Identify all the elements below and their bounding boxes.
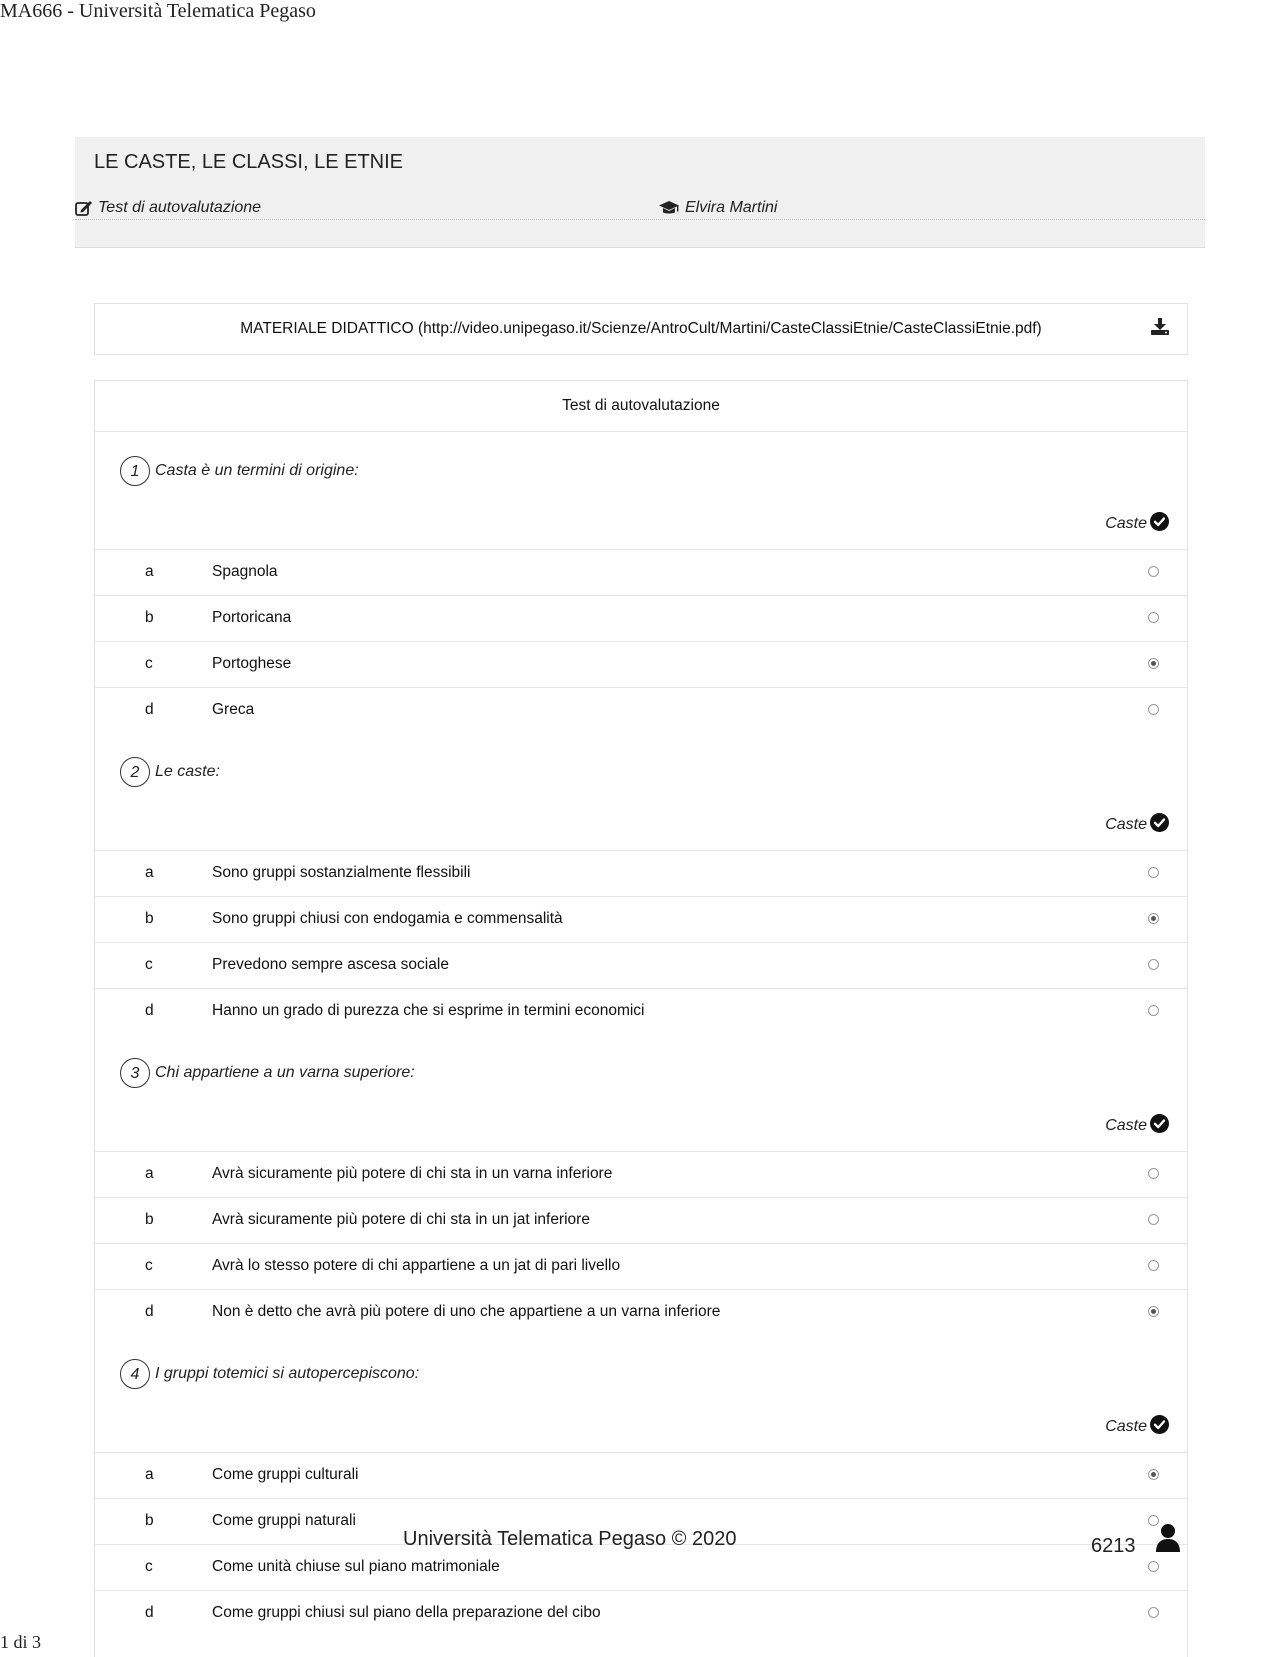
lesson-meta-row: [75, 199, 1205, 220]
topic-label: Caste: [1105, 515, 1147, 532]
question-block: [95, 733, 1187, 1034]
option-radio[interactable]: [1148, 1561, 1159, 1572]
option-text: Greca: [212, 701, 255, 718]
answer-option[interactable]: [95, 1243, 1187, 1289]
question-list: [95, 432, 1187, 1636]
option-text: Come gruppi culturali: [212, 1466, 359, 1483]
option-text: Spagnola: [212, 563, 278, 580]
question-text: Chi appartiene a un varna superiore:: [155, 1064, 415, 1081]
user-icon[interactable]: [1155, 1523, 1181, 1558]
question-number: 4: [120, 1359, 150, 1389]
document-title: MA666 - Università Telematica Pegaso: [0, 0, 316, 22]
option-text: Sono gruppi chiusi con endogamia e commensalità: [212, 910, 563, 927]
question-header: [95, 1034, 1187, 1151]
page-indicator: 1 di 3: [0, 1632, 42, 1652]
option-text: Come gruppi naturali: [212, 1512, 356, 1529]
author-info: [658, 199, 777, 217]
option-text: Sono gruppi sostanzialmente flessibili: [212, 864, 471, 881]
option-letter: d: [145, 1002, 154, 1019]
option-radio[interactable]: [1148, 1306, 1159, 1317]
option-letter: a: [145, 563, 154, 580]
question-topic-tag: [1105, 512, 1169, 536]
question-header: [95, 733, 1187, 850]
option-radio[interactable]: [1148, 867, 1159, 878]
answer-option[interactable]: [95, 1151, 1187, 1197]
answer-option[interactable]: [95, 942, 1187, 988]
option-text: Portoghese: [212, 655, 292, 672]
option-letter: d: [145, 701, 154, 718]
question-text: Casta è un termini di origine:: [155, 462, 359, 479]
material-link[interactable]: MATERIALE DIDATTICO (http://video.unipegaso.it/Scienze/AntroCult/Martini/CasteClassiEtnie/CasteClassiEtnie.pdf): [240, 320, 1042, 337]
option-text: Come unità chiuse sul piano matrimoniale: [212, 1558, 500, 1575]
check-circle-icon: [1150, 1114, 1169, 1138]
question-topic-tag: [1105, 813, 1169, 837]
option-text: Come gruppi chiusi sul piano della preparazione del cibo: [212, 1604, 601, 1621]
option-radio[interactable]: [1148, 658, 1159, 669]
question-text: I gruppi totemici si autopercepiscono:: [155, 1365, 420, 1382]
answer-option[interactable]: [95, 988, 1187, 1034]
option-radio[interactable]: [1148, 1607, 1159, 1618]
option-radio[interactable]: [1148, 704, 1159, 715]
option-letter: c: [145, 1558, 153, 1575]
option-letter: b: [145, 1512, 154, 1529]
option-letter: b: [145, 1211, 154, 1228]
footer-copyright: Università Telematica Pegaso © 2020: [403, 1528, 737, 1550]
question-number: 2: [120, 757, 150, 787]
option-letter: b: [145, 910, 154, 927]
question-topic-tag: [1105, 1114, 1169, 1138]
user-count: 6213: [1091, 1535, 1136, 1557]
option-letter: a: [145, 1165, 154, 1182]
option-text: Prevedono sempre ascesa sociale: [212, 956, 449, 973]
option-radio[interactable]: [1148, 612, 1159, 623]
question-block: [95, 1335, 1187, 1636]
download-icon[interactable]: [1151, 318, 1169, 340]
option-letter: d: [145, 1303, 154, 1320]
option-radio[interactable]: [1148, 566, 1159, 577]
topic-label: Caste: [1105, 1117, 1147, 1134]
option-text: Avrà lo stesso potere di chi appartiene a un jat di pari livello: [212, 1257, 621, 1274]
topic-label: Caste: [1105, 816, 1147, 833]
option-text: Hanno un grado di purezza che si esprime in termini economici: [212, 1002, 645, 1019]
answer-option[interactable]: [95, 1197, 1187, 1243]
answer-option[interactable]: [95, 1289, 1187, 1335]
graduation-cap-icon: [658, 200, 680, 216]
question-topic-tag: [1105, 1415, 1169, 1439]
answer-option[interactable]: [95, 896, 1187, 942]
option-radio[interactable]: [1148, 1260, 1159, 1271]
quiz-panel: [94, 380, 1188, 1657]
answer-option[interactable]: [95, 1452, 1187, 1498]
option-letter: a: [145, 864, 154, 881]
option-letter: a: [145, 1466, 154, 1483]
option-radio[interactable]: [1148, 1168, 1159, 1179]
answer-option[interactable]: [95, 595, 1187, 641]
question-header: [95, 432, 1187, 549]
check-circle-icon: [1150, 512, 1169, 536]
author-name: Elvira Martini: [685, 199, 778, 216]
option-letter: b: [145, 609, 154, 626]
check-circle-icon: [1150, 1415, 1169, 1439]
option-letter: d: [145, 1604, 154, 1621]
quiz-header: Test di autovalutazione: [95, 381, 1187, 432]
answer-option[interactable]: [95, 1590, 1187, 1636]
check-circle-icon: [1150, 813, 1169, 837]
question-block: [95, 432, 1187, 733]
question-text: Le caste:: [155, 763, 220, 780]
edit-icon: [75, 200, 93, 216]
answer-option[interactable]: [95, 850, 1187, 896]
answer-option[interactable]: [95, 687, 1187, 733]
test-link[interactable]: [75, 199, 261, 217]
option-radio[interactable]: [1148, 1005, 1159, 1016]
option-radio[interactable]: [1148, 913, 1159, 924]
option-radio[interactable]: [1148, 1214, 1159, 1225]
question-header: [95, 1335, 1187, 1452]
option-radio[interactable]: [1148, 959, 1159, 970]
question-block: [95, 1034, 1187, 1335]
option-text: Avrà sicuramente più potere di chi sta in un varna inferiore: [212, 1165, 613, 1182]
topic-label: Caste: [1105, 1418, 1147, 1435]
option-letter: c: [145, 655, 153, 672]
option-letter: c: [145, 1257, 153, 1274]
question-number: 3: [120, 1058, 150, 1088]
lesson-header: [75, 137, 1205, 248]
option-text: Portoricana: [212, 609, 292, 626]
option-text: Avrà sicuramente più potere di chi sta in un jat inferiore: [212, 1211, 590, 1228]
option-text: Non è detto che avrà più potere di uno che appartiene a un varna inferiore: [212, 1303, 721, 1320]
question-number: 1: [120, 456, 150, 486]
lesson-title: LE CASTE, LE CLASSI, LE ETNIE: [94, 151, 404, 173]
option-radio[interactable]: [1148, 1469, 1159, 1480]
test-label: Test di autovalutazione: [98, 199, 262, 216]
answer-option[interactable]: [95, 641, 1187, 687]
material-link-bar[interactable]: [94, 303, 1188, 355]
answer-option[interactable]: [95, 549, 1187, 595]
option-letter: c: [145, 956, 153, 973]
